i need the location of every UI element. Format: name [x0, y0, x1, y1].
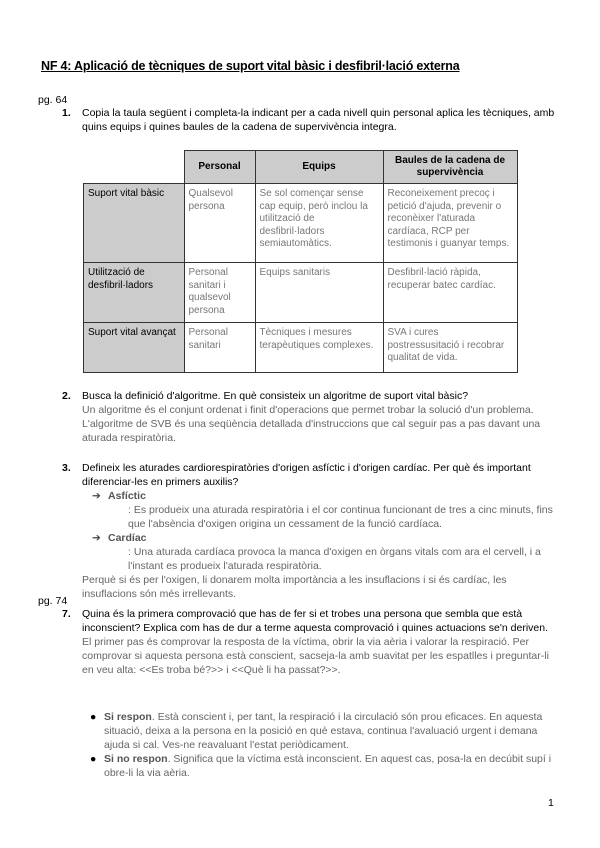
cell-equips: Se sol començar sense cap equip, però inclou la utilització de desfibril·ladors semiautomàtics. [255, 184, 383, 263]
table-header-personal: Personal [184, 151, 255, 184]
bullet-item-si-no-respon [88, 752, 558, 780]
term: Asfíctic [108, 490, 146, 502]
bullet-list [88, 710, 558, 780]
question-2 [62, 389, 562, 445]
row-level: Utilització de desfibril·ladors [84, 263, 185, 323]
cell-personal: Personal sanitari i qualsevol persona [184, 263, 255, 323]
answer-text: El primer pas és comprovar la resposta de la víctima, obrir la via aèria i valorar la respiració. Per comprovar si aquesta persona està conscient, sacseja-la amb suavitat per les espatlles i preguntar-li en veu alta: <<Es troba bé?>> i <<Què li ha passat?>>. [82, 636, 549, 676]
question-text: Copia la taula següent i completa-la indicant per a cada nivell quin personal aplica les tècniques, amb quins equips i quines baules de la cadena de supervivència integra. [82, 107, 555, 133]
arrow-item-cardiac [92, 531, 562, 573]
term: Cardíac [108, 532, 147, 544]
question-text: Defineix les aturades cardiorespiratòries d'origen asfíctic i d'origen cardíac. Per què és important diferenciar-les en primers auxilis? [82, 462, 531, 488]
question-number: 7. [62, 608, 71, 620]
cell-equips: Tècniques i mesures terapèutiques complexes. [255, 323, 383, 373]
question-1 [62, 106, 562, 134]
question-number: 3. [62, 462, 71, 474]
arrow-list [92, 489, 562, 573]
row-level: Suport vital bàsic [84, 184, 185, 263]
answer-text: Perquè si és per l'oxigen, li donarem molta importància a les insuflacions i si és cardíac, les insuflacions són més irrellevants. [82, 574, 507, 600]
question-number: 2. [62, 390, 71, 402]
document-title: NF 4: Aplicació de tècniques de suport vital bàsic i desfibril·lació externa [41, 59, 460, 73]
cell-baules: Reconeixement precoç i petició d'ajuda, prevenir o reconèixer l'aturada cardíaca, RCP per testimonis i guanyar temps. [383, 184, 517, 263]
table-header-row [84, 151, 518, 184]
page-reference-74: pg. 74 [38, 595, 68, 607]
table-header-baules: Baules de la cadena de supervivència [383, 151, 517, 184]
answer-text: Un algoritme és el conjunt ordenat i finit d'operacions que permet trobar la solució d'un problema. L'algoritme de SVB és una seqüència detallada d'instruccions que cal seguir pas a pas davant una aturada respiratòria. [82, 404, 541, 444]
arrow-icon: ➔ [92, 490, 101, 502]
row-level: Suport vital avançat [84, 323, 185, 373]
cell-equips: Equips sanitaris [255, 263, 383, 323]
page-reference-64: pg. 64 [38, 94, 68, 106]
page-number: 1 [548, 797, 554, 809]
question-7 [62, 607, 562, 677]
table-row [84, 263, 518, 323]
definition: : Es produeix una aturada respiratòria i el cor continua funcionant de tres a cinc minuts, fins que l'absència d'oxigen origina un cessament de la funció cardíaca. [128, 504, 553, 530]
table-row [84, 184, 518, 263]
bullet-text: . Està conscient i, per tant, la respiració i la circulació són prou eficaces. En aquesta situació, deixa a la persona en la posició en què estava, continua l'avaluació urgent i demana ajuda si cal. Ves-ne reavaluant l'estat periòdicament. [104, 711, 543, 751]
bullet-icon: ● [90, 711, 97, 723]
arrow-item-asfictic [92, 489, 562, 531]
table-header-blank [84, 151, 185, 184]
definition: : Una aturada cardíaca provoca la manca d'oxigen en òrgans vitals com ara el cervell, i a l'instant es produeix l'aturada respiratòria. [128, 546, 541, 572]
bullet-icon: ● [90, 753, 97, 765]
question-text: Quina és la primera comprovació que has de fer si et trobes una persona que sembla que està inconscient? Explica com has de dur a terme aquesta comprovació i quines actuacions se'n deriven. [82, 608, 549, 634]
question-number: 1. [62, 107, 71, 119]
cell-baules: SVA i cures postressusitació i recobrar qualitat de vida. [383, 323, 517, 373]
survival-chain-table [83, 150, 518, 373]
cell-personal: Personal sanitari [184, 323, 255, 373]
arrow-icon: ➔ [92, 532, 101, 544]
bullet-text: . Significa que la víctima està inconscient. En aquest cas, posa-la en decúbit supí i obre-li la via aèria. [104, 753, 552, 779]
table-header-equips: Equips [255, 151, 383, 184]
term: Si respon [104, 711, 152, 723]
cell-personal: Qualsevol persona [184, 184, 255, 263]
table-row [84, 323, 518, 373]
question-3 [62, 461, 562, 601]
question-text: Busca la definició d'algoritme. En què consisteix un algoritme de suport vital bàsic? [82, 390, 469, 402]
cell-baules: Desfibril·lació ràpida, recuperar batec cardíac. [383, 263, 517, 323]
bullet-item-si-respon [88, 710, 558, 752]
term: Si no respon [104, 753, 168, 765]
